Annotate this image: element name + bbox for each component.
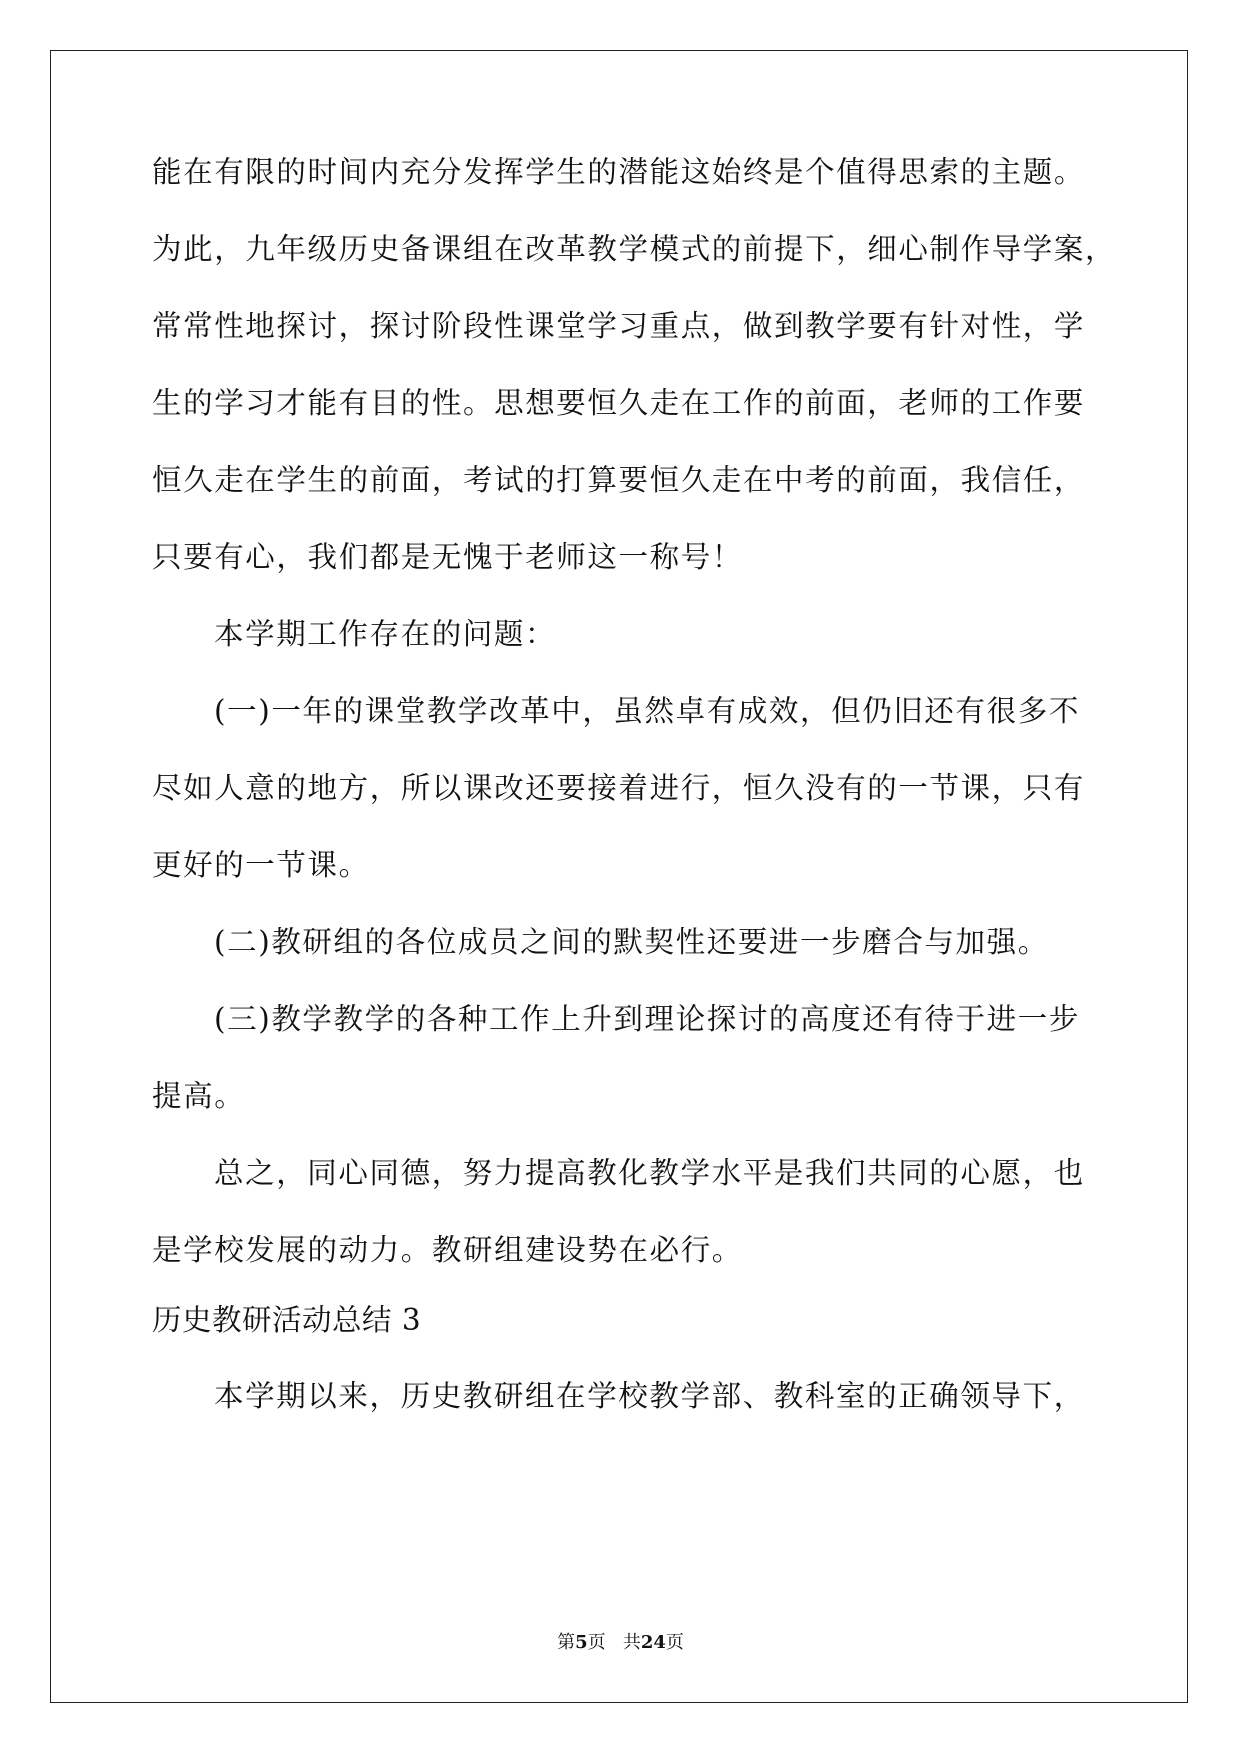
text-line: 能在有限的时间内充分发挥学生的潜能这始终是个值得思索的主题。 [152,155,1086,189]
text-line: 为此，九年级历史备课组在改革教学模式的前提下，细心制作导学案， [152,232,1117,266]
text-line: (二)教研组的各位成员之间的默契性还要进一步磨合与加强。 [214,925,1049,959]
text-line: 本学期以来，历史教研组在学校教学部、教科室的正确领导下， [214,1379,1085,1413]
text-line: 尽如人意的地方，所以课改还要接着进行，恒久没有的一节课，只有 [152,771,1086,805]
footer-total-prefix: 共 [622,1632,641,1653]
page-number: 5 [575,1632,588,1653]
footer-prefix: 第 [557,1632,576,1653]
text-line: (三)教学教学的各种工作上升到理论探讨的高度还有待于进一步 [214,1002,1080,1036]
total-pages: 24 [640,1632,666,1653]
text-line: 只要有心，我们都是无愧于老师这一称号！ [152,540,743,574]
footer-page-suffix: 页 [587,1632,606,1653]
text-line: 生的学习才能有目的性。思想要恒久走在工作的前面，老师的工作要 [152,386,1086,420]
text-line: 是学校发展的动力。教研组建设势在必行。 [152,1233,743,1267]
text-line: 恒久走在学生的前面，考试的打算要恒久走在中考的前面，我信任， [152,463,1086,497]
text-line: 提高。 [152,1079,246,1113]
text-line: 更好的一节课。 [152,848,370,882]
text-line: (一)一年的课堂教学改革中，虽然卓有成效，但仍旧还有很多不 [214,694,1080,728]
page-footer [0,1628,1241,1654]
text-line: 总之，同心同德，努力提高教化教学水平是我们共同的心愿，也 [214,1156,1085,1190]
text-line: 本学期工作存在的问题： [214,617,557,651]
text-line: 常常性地探讨，探讨阶段性课堂学习重点，做到教学要有针对性，学 [152,309,1086,343]
footer-total-suffix: 页 [665,1632,684,1653]
section-heading: 历史教研活动总结 3 [152,1303,422,1337]
